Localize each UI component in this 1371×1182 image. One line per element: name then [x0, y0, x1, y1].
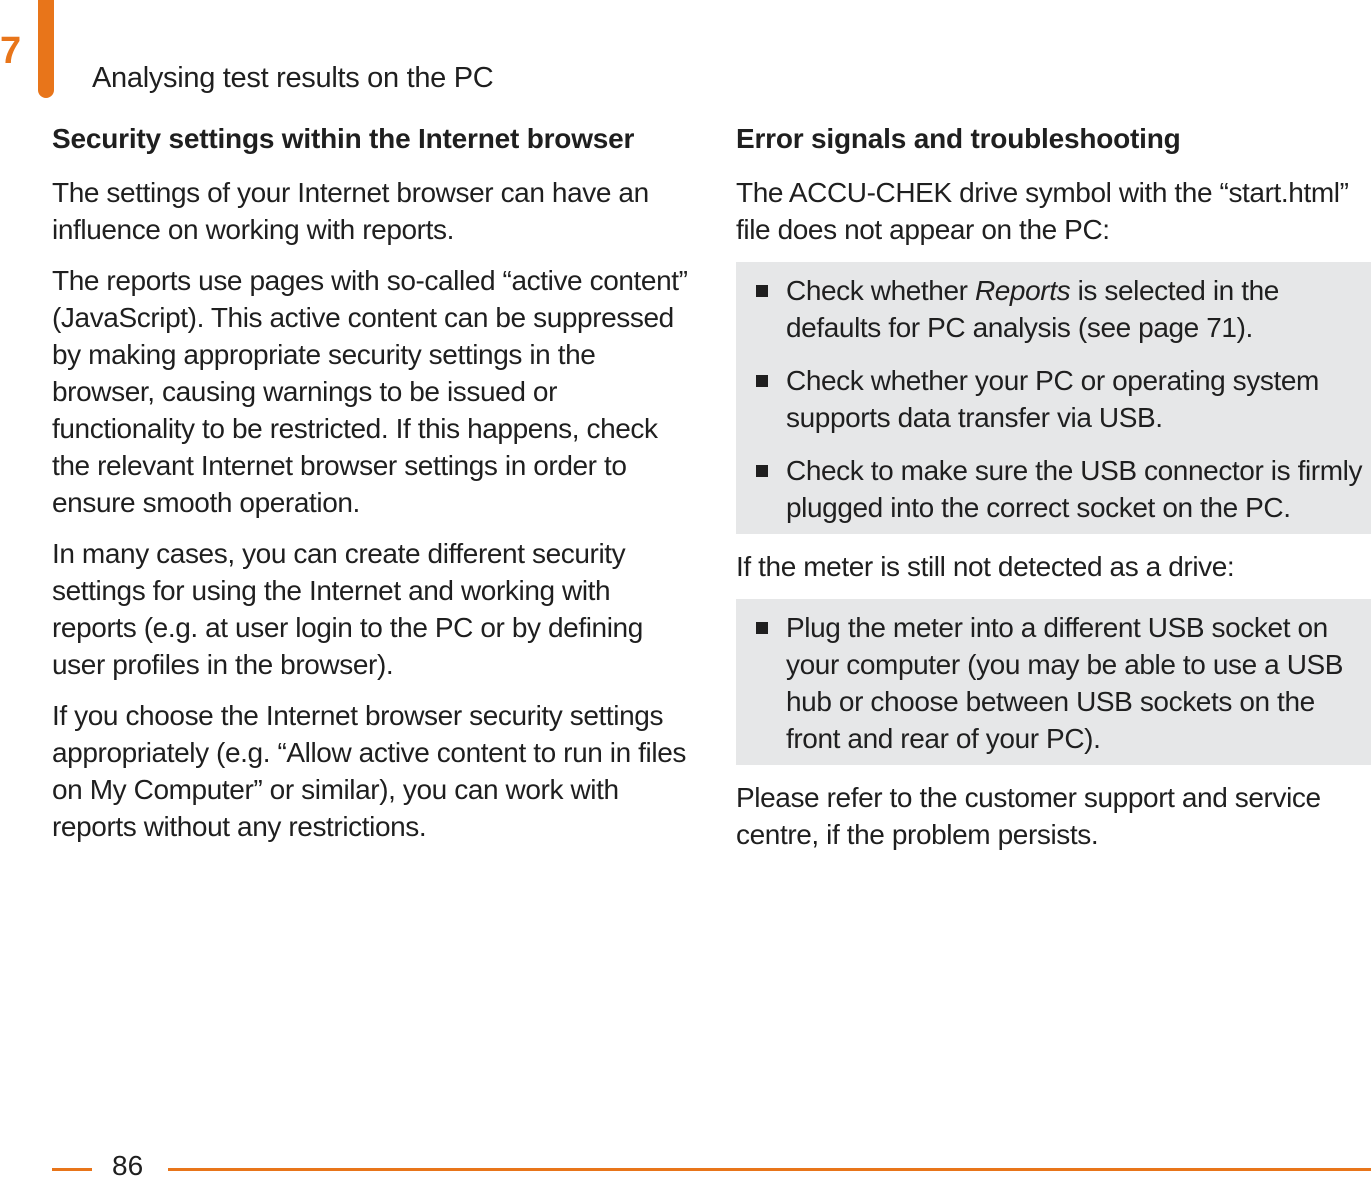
list-item-text: Check to make sure the USB connector is firmly plugged into the correct socket on the PC.	[786, 455, 1363, 523]
page-number: 86	[112, 1150, 144, 1181]
checklist-box-meter	[736, 599, 1371, 765]
list-item	[736, 272, 1371, 346]
error-signals-heading: Error signals and troubleshooting	[736, 123, 1181, 154]
list-item-text-suffix: is selected in the defaults for PC analysis (see page 71).	[786, 275, 1279, 343]
chapter-tab-bar	[38, 0, 54, 98]
square-bullet-icon	[756, 622, 768, 634]
list-item-text: Check whether your PC or operating system supports data transfer via USB.	[786, 365, 1319, 433]
left-column	[52, 118, 692, 859]
meter-not-detected-intro: If the meter is still not detected as a drive:	[736, 551, 1235, 582]
square-bullet-icon	[756, 285, 768, 297]
support-closing-paragraph: Please refer to the customer support and service centre, if the problem persists.	[736, 782, 1321, 850]
paragraph-different-settings: In many cases, you can create different security settings for using the Internet and working with reports (e.g. at user login to the PC or by defining user profiles in the browser).	[52, 538, 643, 680]
checklist-box-drive	[736, 262, 1371, 534]
list-item	[736, 609, 1371, 757]
right-column	[736, 118, 1371, 867]
chapter-number: 7	[0, 30, 22, 72]
security-settings-heading: Security settings within the Internet browser	[52, 123, 635, 154]
footer-rule-right	[168, 1168, 1371, 1171]
list-item	[736, 362, 1371, 436]
footer-rule-left	[52, 1168, 92, 1171]
square-bullet-icon	[756, 465, 768, 477]
paragraph-no-restrictions: If you choose the Internet browser security settings appropriately (e.g. “Allow active content to run in files on My Computer” or similar), you can work with reports without any restrictions.	[52, 700, 686, 842]
reports-emphasis: Reports	[974, 275, 1071, 306]
paragraph-active-content: The reports use pages with so-called “active content” (JavaScript). This active content can be suppressed by making appropriate security settings in the browser, causing warnings to be issued or functionality to be restricted. If this happens, check the relevant Internet browser settings in order to ensure smooth operation.	[52, 265, 688, 518]
list-item	[736, 452, 1371, 526]
list-item-text-prefix: Check whether	[786, 275, 975, 306]
list-item-text: Plug the meter into a different USB socket on your computer (you may be able to use a USB hub or choose between USB sockets on the front and rear of your PC).	[786, 612, 1344, 754]
drive-symbol-intro: The ACCU-CHEK drive symbol with the “start.html” file does not appear on the PC:	[736, 177, 1349, 245]
running-header-title: Analysing test results on the PC	[92, 62, 494, 94]
square-bullet-icon	[756, 375, 768, 387]
paragraph-influence: The settings of your Internet browser can have an influence on working with reports.	[52, 177, 649, 245]
